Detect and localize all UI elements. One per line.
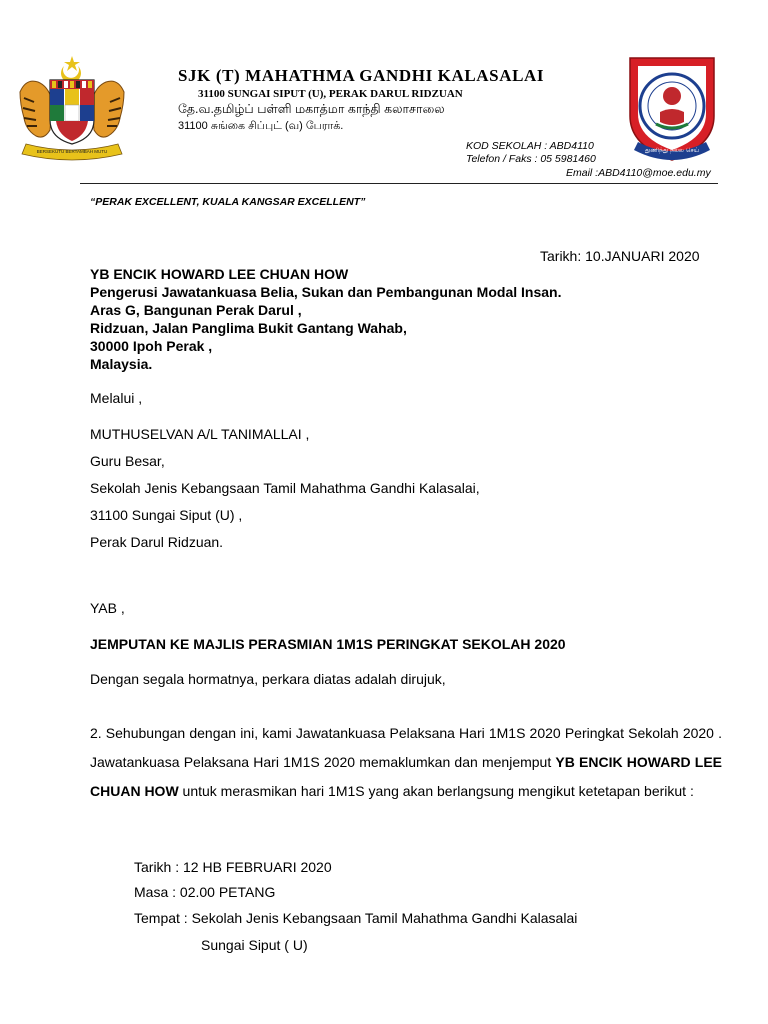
school-address-tamil: 31100 சுங்கை சிப்புட் (வ) பேராக். — [178, 120, 344, 132]
event-venue: Tempat : Sekolah Jenis Kebangsaan Tamil Mahathma Gandhi Kalasalai — [134, 910, 578, 926]
event-venue-line2: Sungai Siput ( U) — [201, 937, 308, 953]
paragraph-2-text: untuk merasmikan hari 1M1S yang akan berlangsung mengikut ketetapan berikut : — [178, 783, 694, 799]
school-code: KOD SEKOLAH : ABD4110 — [466, 140, 594, 152]
letter-subject: JEMPUTAN KE MAJLIS PERASMIAN 1M1S PERINGKAT SEKOLAH 2020 — [90, 636, 566, 652]
telephone-fax: Telefon / Faks : 05 5981460 — [466, 153, 596, 165]
event-time: Masa : 02.00 PETANG — [134, 884, 276, 900]
paragraph-2 — [90, 719, 722, 806]
via-address-line: Perak Darul Ridzuan. — [90, 534, 224, 550]
school-address: 31100 SUNGAI SIPUT (U), PERAK DARUL RIDZUAN — [198, 88, 463, 100]
recipient-address-line: Ridzuan, Jalan Panglima Bukit Gantang Wahab, — [90, 320, 407, 336]
opening-line: Dengan segala hormatnya, perkara diatas adalah dirujuk, — [90, 671, 446, 687]
recipient-address-line: 30000 Ipoh Perak , — [90, 338, 213, 354]
svg-text:துணிந்து நல்ல செய்: துணிந்து நல்ல செய் — [645, 147, 699, 154]
header-divider — [80, 183, 718, 184]
school-logo-icon — [620, 50, 724, 164]
event-date: Tarikh : 12 HB FEBRUARI 2020 — [134, 859, 332, 875]
svg-text:BERSEKUTU BERTAMBAH MUTU: BERSEKUTU BERTAMBAH MUTU — [36, 149, 108, 154]
school-name-tamil: தே.வ.தமிழ்ப் பள்ளி மகாத்மா காந்தி கலாசாலை — [178, 102, 445, 116]
via-name: MUTHUSELVAN A/L TANIMALLAI , — [90, 426, 310, 442]
paragraph-2-text: 2. Sehubungan dengan ini, kami Jawatankuasa Pelaksana Hari 1M1S 2020 Peringkat Sekolah 2020 . Jawatankuasa Pelaksana Hari 1M1S 2020 memaklumkan dan menjemput — [90, 725, 722, 770]
recipient-name: YB ENCIK HOWARD LEE CHUAN HOW — [90, 266, 349, 282]
recipient-address-line: Aras G, Bangunan Perak Darul , — [90, 302, 302, 318]
via-label: Melalui , — [90, 390, 143, 406]
motto: “PERAK EXCELLENT, KUALA KANGSAR EXCELLENT” — [90, 196, 366, 208]
letter-date: Tarikh: 10.JANUARI 2020 — [540, 248, 700, 264]
school-name: SJK (T) MAHATHMA GANDHI KALASALAI — [178, 66, 545, 85]
recipient-title: Pengerusi Jawatankuasa Belia, Sukan dan Pembangunan Modal Insan. — [90, 284, 562, 300]
via-position: Guru Besar, — [90, 453, 165, 469]
malaysia-coat-of-arms-icon — [12, 52, 132, 162]
email-address[interactable]: Email :ABD4110@moe.edu.my — [566, 167, 711, 179]
salutation: YAB , — [90, 600, 125, 616]
via-address-line: 31100 Sungai Siput (U) , — [90, 507, 243, 523]
recipient-country: Malaysia. — [90, 356, 153, 372]
via-address-line: Sekolah Jenis Kebangsaan Tamil Mahathma Gandhi Kalasalai, — [90, 480, 480, 496]
paragraph-2-guest-name: YB ENCIK HOWARD LEE CHUAN HOW — [90, 754, 722, 799]
